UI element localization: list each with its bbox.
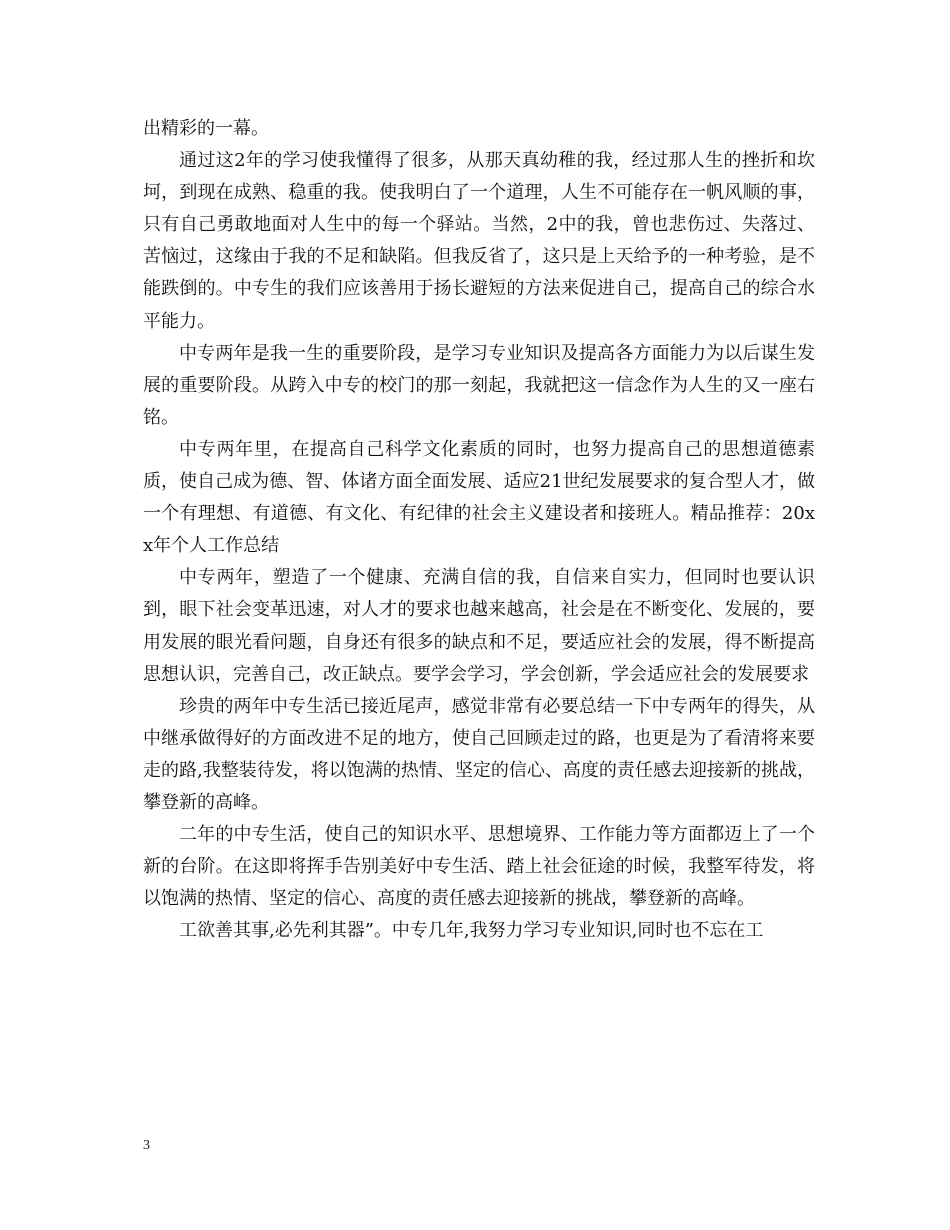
page-number: 3: [143, 1138, 150, 1153]
paragraph-3: 中专两年是我一生的重要阶段，是学习专业知识及提高各方面能力为以后谋生发展的重要阶段。从跨入中专的校门的那一刻起，我就把这一信念作为人生的又一座右铭。: [143, 342, 815, 428]
paragraph-6: 珍贵的两年中专生活已接近尾声，感觉非常有必要总结一下中专两年的得失，从中继承做得好的方面改进不足的地方，使自己回顾走过的路，也更是为了看清将来要走的路,我整装待发，将以饱满的热情、坚定的信心、高度的责任感去迎接新的挑战，攀登新的高峰。: [143, 695, 815, 813]
paragraph-5: 中专两年，塑造了一个健康、充满自信的我，自信来自实力，但同时也要认识到，眼下社会变革迅速，对人才的要求也越来越高，社会是在不断变化、发展的，要用发展的眼光看问题，自身还有很多的缺点和不足，要适应社会的发展，得不断提高思想认识，完善自己，改正缺点。要学会学习，学会创新，学会适应社会的发展要求: [143, 567, 815, 685]
document-body: [143, 113, 815, 947]
paragraph-7: 二年的中专生活，使自己的知识水平、思想境界、工作能力等方面都迈上了一个新的台阶。在这即将挥手告别美好中专生活、踏上社会征途的时候，我整军待发，将以饱满的热情、坚定的信心、高度的责任感去迎接新的挑战，攀登新的高峰。: [143, 824, 815, 910]
paragraph-8: 工欲善其事,必先利其器”。中专几年,我努力学习专业知识,同时也不忘在工: [179, 920, 764, 942]
paragraph-1: 出精彩的一幕。: [143, 118, 269, 139]
paragraph-4: 中专两年里，在提高自己科学文化素质的同时，也努力提高自己的思想道德素质，使自己成为德、智、体诸方面全面发展、适应21世纪发展要求的复合型人才，做一个有理想、有道德、有文化、有纪律的社会主义建设者和接班人。精品推荐：20xx年个人工作总结: [143, 438, 815, 557]
paragraph-2: 通过这2年的学习使我懂得了很多，从那天真幼稚的我，经过那人生的挫折和坎坷，到现在成熟、稳重的我。使我明白了一个道理，人生不可能存在一帆风顺的事，只有自己勇敢地面对人生中的每一个驿站。当然，2中的我，曾也悲伤过、失落过、苦恼过，这缘由于我的不足和缺陷。但我反省了，这只是上天给予的一种考验，是不能跌倒的。中专生的我们应该善用于扬长避短的方法来促进自己，提高自己的综合水平能力。: [143, 150, 815, 332]
